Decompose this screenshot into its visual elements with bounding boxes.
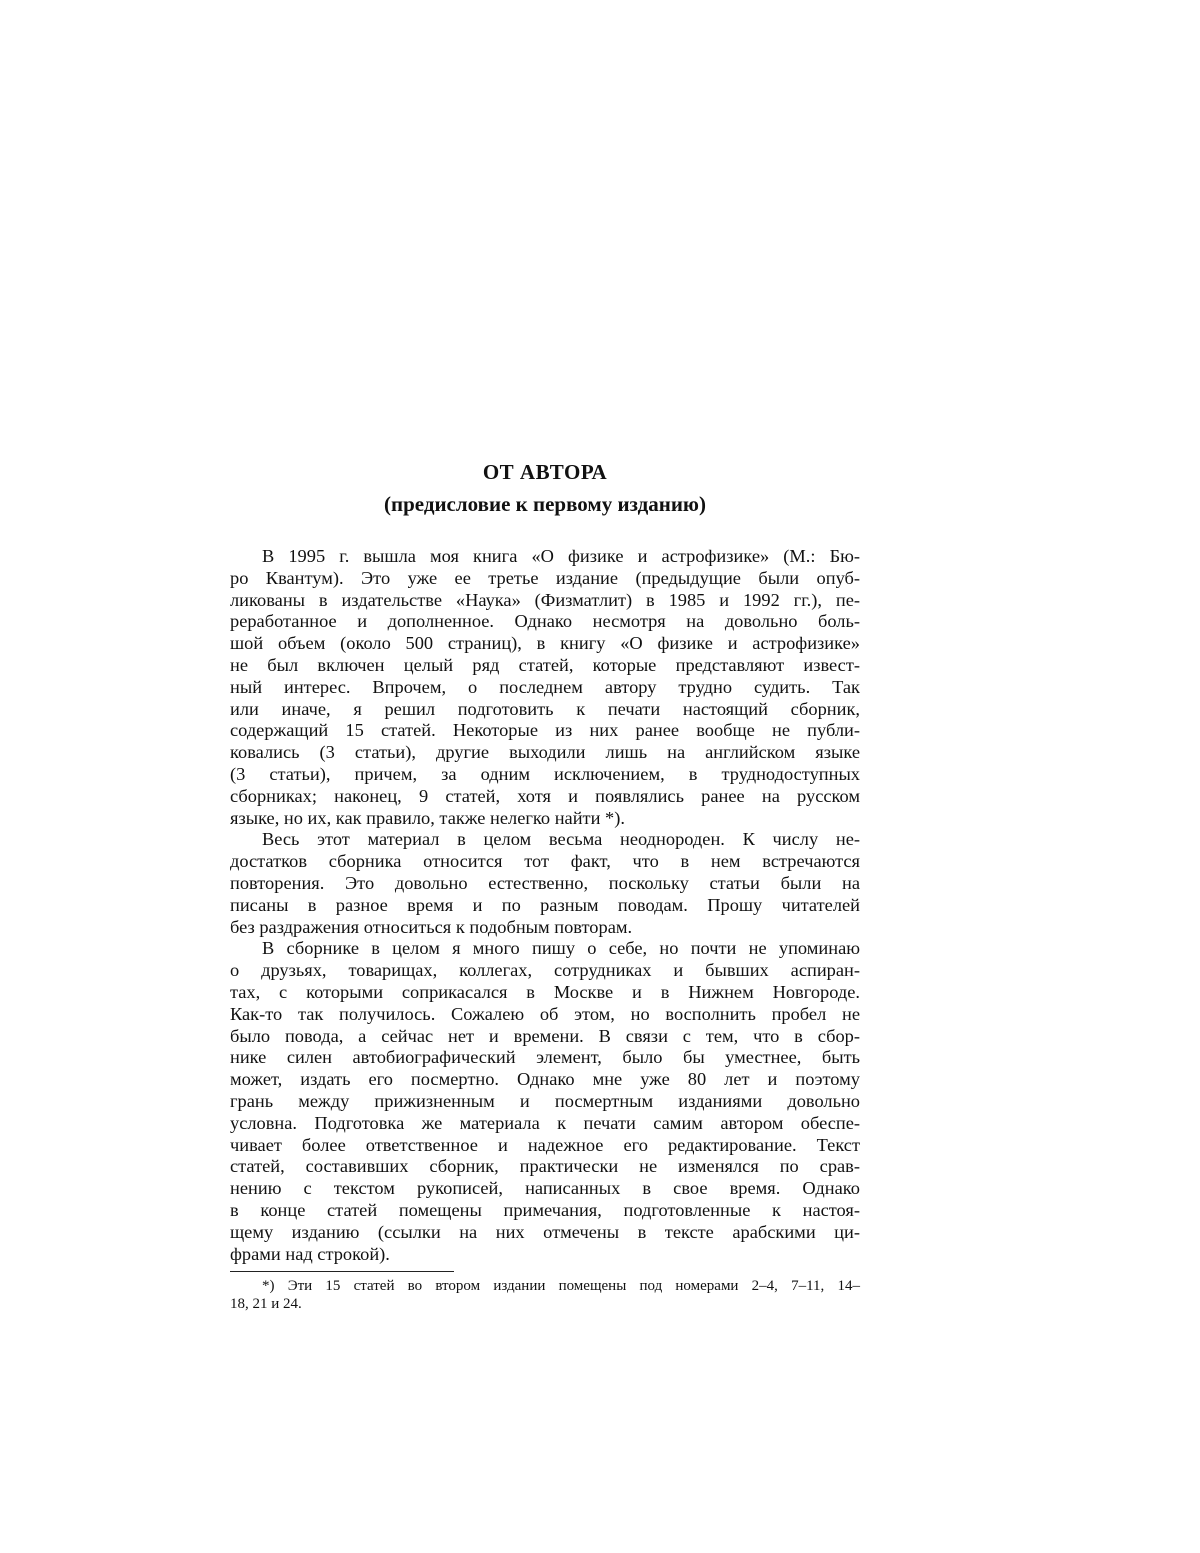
paragraph	[230, 829, 860, 938]
text-line: нению с текстом рукописей, написанных в свое время. Однако	[230, 1178, 860, 1199]
text-line: о друзьях, товарищах, коллегах, сотрудниках и бывших аспиран-	[230, 960, 860, 981]
page-subtitle: (предисловие к первому изданию)	[384, 492, 706, 516]
text-line: фрами над строкой).	[230, 1243, 390, 1264]
footnote-divider	[230, 1271, 454, 1272]
text-line: В 1995 г. вышла моя книга «О физике и астрофизике» (М.: Бю-	[262, 546, 860, 566]
text-line: условна. Подготовка же материала к печати самим автором обеспе-	[230, 1112, 860, 1133]
text-line: ковались (3 статьи), другие выходили лишь на английском языке	[230, 742, 860, 763]
paragraph	[230, 938, 860, 1265]
footnote-line: 18, 21 и 24.	[230, 1296, 302, 1312]
text-line: щему изданию (ссылки на них отмечены в тексте арабскими ци-	[230, 1221, 860, 1242]
text-line: реработанное и дополненное. Однако несмотря на довольно боль-	[230, 611, 860, 632]
text-line: В сборнике в целом я много пишу о себе, но почти не упоминаю	[262, 938, 860, 959]
text-line: повторения. Это довольно естественно, поскольку статьи были на	[230, 872, 860, 893]
text-line: ный интерес. Впрочем, о последнем автору трудно судить. Так	[230, 676, 860, 697]
text-line: чивает более ответственное и надежное его редактирование. Текст	[230, 1134, 860, 1155]
text-line: ро Квантум). Это уже ее третье издание (предыдущие были опуб-	[230, 567, 860, 588]
text-line: может, издать его посмертно. Однако мне уже 80 лет и поэтому	[230, 1069, 860, 1090]
text-line: сборниках; наконец, 9 статей, хотя и появлялись ранее на русском	[230, 785, 860, 806]
text-line: (3 статьи), причем, за одним исключением, в труднодоступных	[230, 763, 860, 784]
text-line: шой объем (около 500 страниц), в книгу «О физике и астрофизике»	[230, 633, 860, 654]
text-line: не был включен целый ряд статей, которые представляют извест-	[230, 654, 860, 675]
text-line: языке, но их, как правило, также нелегко найти *).	[230, 807, 625, 828]
text-line: грань между прижизненным и посмертным изданиями довольно	[230, 1090, 860, 1111]
text-line: статей, составивших сборник, практически не изменялся по срав-	[230, 1156, 860, 1177]
text-line: в конце статей помещены примечания, подготовленные к настоя-	[230, 1199, 860, 1220]
text-line: достатков сборника относится тот факт, что в нем встречаются	[230, 851, 860, 872]
text-line: Весь этот материал в целом весьма неоднороден. К числу не-	[262, 829, 860, 850]
footnote	[230, 1277, 860, 1313]
paragraph	[230, 546, 860, 829]
footnote-line: *) Эти 15 статей во втором издании помещены под номерами 2–4, 7–11, 14–	[262, 1278, 860, 1294]
body-text	[230, 546, 860, 1265]
page-title: ОТ АВТОРА	[482, 460, 608, 484]
text-line: нике силен автобиографический элемент, было бы уместнее, быть	[230, 1047, 860, 1068]
text-line: было повода, а сейчас нет и времени. В связи с тем, что в сбор-	[230, 1025, 860, 1046]
text-line: тах, с которыми соприкасался в Москве и в Нижнем Новгороде.	[230, 981, 860, 1002]
text-line: ликованы в издательстве «Наука» (Физматлит) в 1985 и 1992 гг.), пе-	[230, 589, 860, 610]
text-line: Как-то так получилось. Сожалею об этом, но восполнить пробел не	[230, 1003, 860, 1024]
text-line: содержащий 15 статей. Некоторые из них ранее вообще не публи-	[230, 720, 860, 741]
text-line: писаны в разное время и по разным поводам. Прошу читателей	[230, 894, 860, 915]
text-line: или иначе, я решил подготовить к печати настоящий сборник,	[230, 698, 860, 719]
text-line: без раздражения относиться к подобным повторам.	[230, 916, 633, 937]
